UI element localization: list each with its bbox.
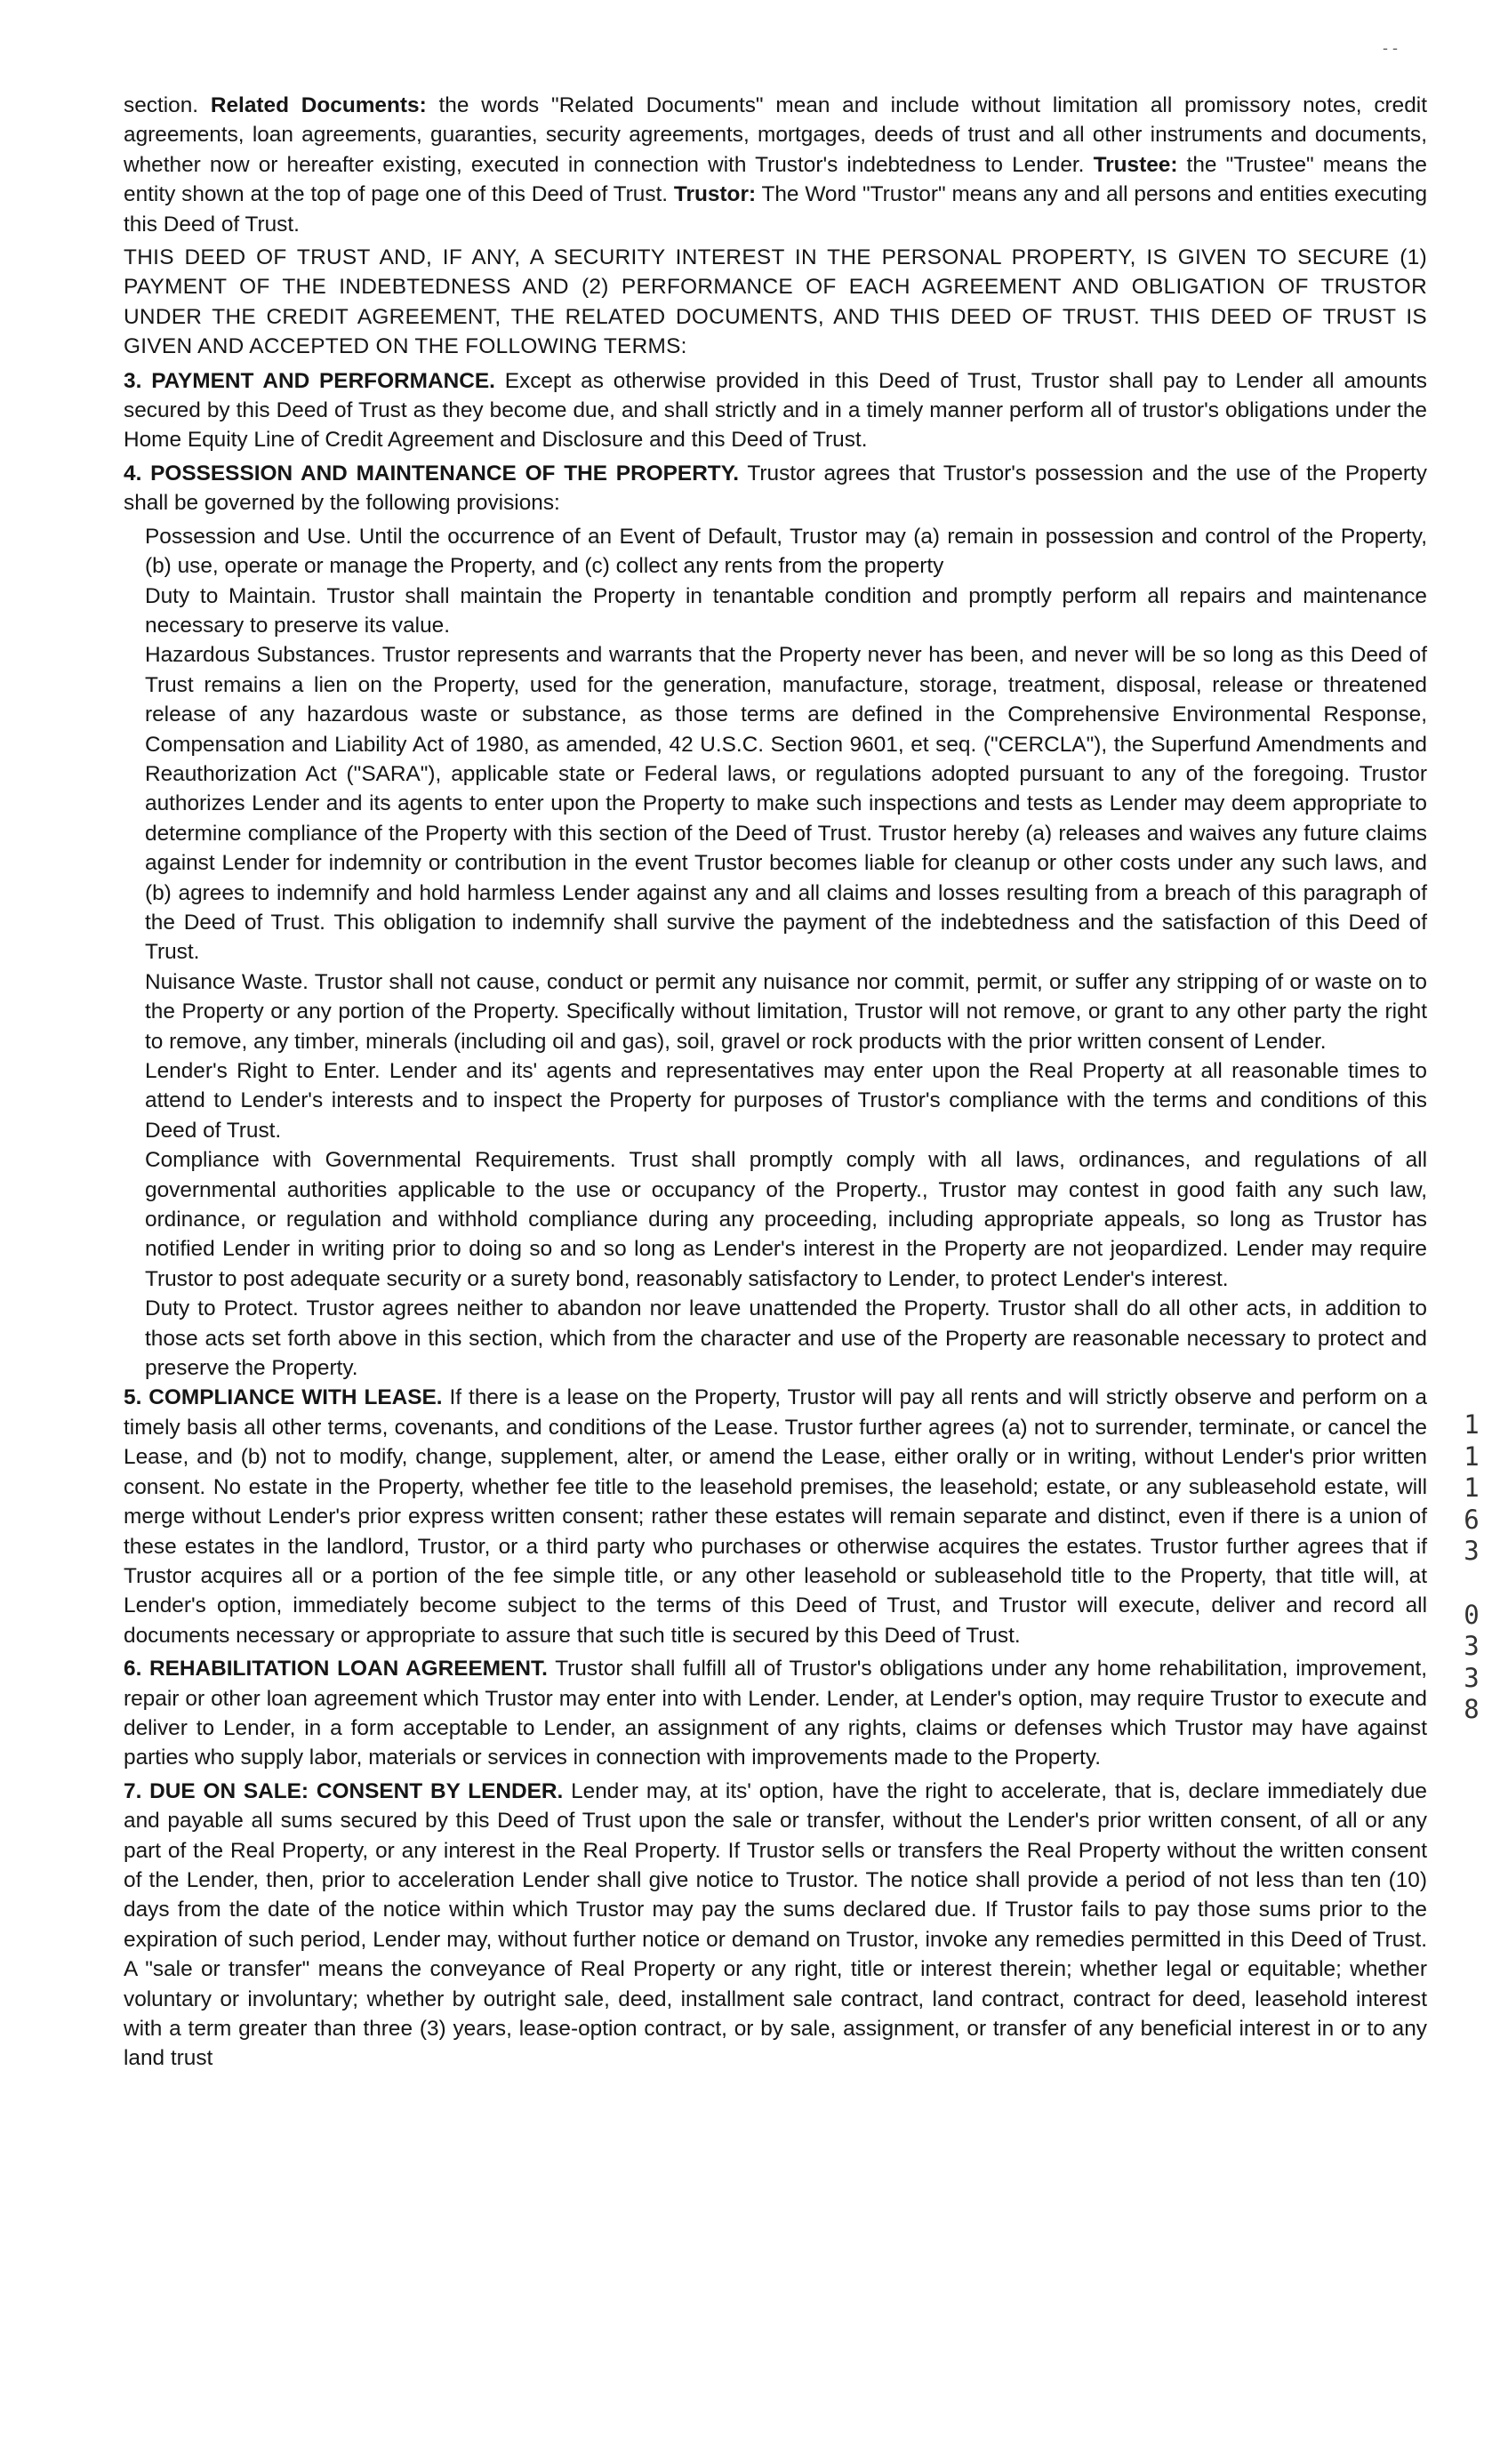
corner-mark: - - <box>1383 39 1398 57</box>
margin-digit: 6 <box>1464 1504 1480 1535</box>
margin-digit: 3 <box>1464 1536 1480 1566</box>
document-page <box>124 91 1427 2077</box>
preamble-paragraph: THIS DEED OF TRUST AND, IF ANY, A SECURITY INTEREST IN THE PERSONAL PROPERTY, IS GIVEN TO SECURE (1) PAYMENT OF THE INDEBTEDNESS AND (2) PERFORMANCE OF EACH AGREEMENT AND OBLIGATION OF TRUSTOR UNDER THE CREDIT AGREEMENT, THE RELATED DOCUMENTS, AND THIS DEED OF TRUST. THIS DEED OF TRUST IS GIVEN AND ACCEPTED ON THE FOLLOWING TERMS: <box>124 245 1427 359</box>
subsection-duty-to-maintain: Duty to Maintain. Trustor shall maintain the Property in tenantable condition and promptly perform all repairs and maintenance necessary to preserve its value. <box>145 583 1427 638</box>
subsection-governmental-compliance: Compliance with Governmental Requirements. Trust shall promptly comply with all laws, ordinances, and regulations of all governmental authorities applicable to the use or occupancy of the Property., Trustor may contest in good faith any such law, ordinance, or regulation and withhold compliance during any proceeding, including appropriate appeals, so long as Trustor has notified Lender in writing prior to doing so and so long as Lender's interest in the Property are not jeopardized. Lender may require Trustor to post adequate security or a surety bond, reasonably satisfactory to Lender, to protect Lender's interest. <box>145 1148 1427 1291</box>
section-5-paragraph <box>124 1383 1427 1650</box>
section-4-paragraph <box>124 459 1427 518</box>
margin-digit: 0 <box>1464 1599 1480 1630</box>
trustor-term: Trustor: <box>673 182 757 207</box>
trustee-term: Trustee: <box>1093 152 1178 177</box>
subsection-possession-and-use: Possession and Use. Until the occurrence of an Event of Default, Trustor may (a) remain in possession and control of the Property, (b) use, operate or manage the Property, and (c) collect any rents from the property <box>145 524 1427 579</box>
margin-digit: 3 <box>1464 1662 1480 1693</box>
section-6-text: Trustor shall fulfill all of Trustor's obligations under any home rehabilitation, improvement, repair or other loan agreement which Trustor may enter into with Lender. Lender, at Lender's option, may require Trustor to execute and deliver to Lender, in a form acceptable to Lender, an assignment of any rights, claims or defenses which Trustor may have against parties who supply labor, materials or services in connection with improvements made to the Property. <box>124 1657 1427 1770</box>
section-5-text: If there is a lease on the Property, Trustor will pay all rents and will strictly observe and perform on a timely basis all other terms, covenants, and conditions of the Lease. Trustor further agrees (a) not to surrender, terminate, or cancel the Lease, and (b) not to modify, change, supplement, alter, or amend the Lease, either orally or in writing, without Lender's prior written consent. No estate in the Property, whether fee title to the leasehold premises, the leasehold; estate, or any subleasehold estate, will merge without Lender's prior express written consent; rather these estates will remain separate and distinct, even if there is a union of these estates in the landlord, Trustor, or a third party who purchases or otherwise acquires the estates. Trustor further agrees that if Trustor acquires all or a portion of the fee simple title, or any other leasehold or subleasehold title to the Property, that title will, at Lender's option, immediately become subject to the terms of this Deed of Trust, and Trustor will execute, deliver and record all documents necessary or appropriate to assure that such title is secured by this Deed of Trust. <box>124 1385 1427 1648</box>
related-documents-definition: the words "Related Documents" mean and include without limitation all promissory notes, credit agreements, loan agreements, guaranties, security agreements, mortgages, deeds of trust and all other instruments and documents, whether now or hereafter existing, executed in connection with Trustor's indebtedness to Lender. <box>124 93 1427 177</box>
section-lead-text: section. <box>124 93 211 117</box>
section-3-text: Except as otherwise provided in this Deed of Trust, Trustor shall pay to Lender all amounts secured by this Deed of Trust as they become due, and shall strictly and in a timely manner perform all of trustor's obligations under the Home Equity Line of Credit Agreement and Disclosure and this Deed of Trust. <box>124 368 1427 453</box>
margin-document-number <box>1458 1409 1485 1726</box>
section-6-heading: 6. REHABILITATION LOAN AGREEMENT. <box>124 1657 548 1681</box>
subsection-nuisance-waste: Nuisance Waste. Trustor shall not cause, conduct or permit any nuisance nor commit, permit, or suffer any stripping of or waste on to the Property or any portion of the Property. Specifically without limitation, Trustor will not remove, or grant to any other party the right to remove, any timber, minerals (including oil and gas), soil, gravel or rock products with the prior written consent of Lender. <box>145 969 1427 1054</box>
subsection-duty-to-protect: Duty to Protect. Trustor agrees neither to abandon nor leave unattended the Property. Trustor shall do all other acts, in addition to those acts set forth above in this section, which from the character and use of the Property are reasonable necessary to protect and preserve the Property. <box>145 1296 1427 1381</box>
margin-digit: 1 <box>1464 1473 1480 1503</box>
section-6-paragraph <box>124 1654 1427 1773</box>
related-documents-paragraph <box>124 91 1427 239</box>
margin-digit: 1 <box>1464 1409 1480 1440</box>
margin-digit: 3 <box>1464 1631 1480 1661</box>
related-documents-term: Related Documents: <box>210 93 427 117</box>
section-3-heading: 3. PAYMENT AND PERFORMANCE. <box>124 368 495 393</box>
trustor-definition: The Word "Trustor" means any and all persons and entities executing this Deed of Trust. <box>124 182 1428 237</box>
section-7-text: Lender may, at its' option, have the right to accelerate, that is, declare immediately due and payable all sums secured by this Deed of Trust upon the sale or transfer, without the Lender's prior written consent, of all or any part of the Real Property, or any interest in the Real Property. If Trustor sells or transfers the Real Property without the written consent of the Lender, then, prior to acceleration Lender shall give notice to Trustor. The notice shall provide a period of not less than ten (10) days from the date of the notice within which Trustor may pay the sums declared due. If Trustor fails to pay those sums prior to the expiration of such period, Lender may, without further notice or demand on Trustor, invoke any remedies permitted in this Deed of Trust. A "sale or transfer" means the conveyance of Real Property or any right, title or interest therein; whether legal or equitable; whether voluntary or involuntary; whether by outright sale, deed, installment sale contract, land contract, contract for deed, leasehold interest with a term greater than three (3) years, lease-option contract, or by sale, assignment, or transfer of any beneficial interest in or to any land trust <box>124 1778 1427 2071</box>
margin-digit: 8 <box>1464 1694 1480 1724</box>
section-3-paragraph <box>124 366 1427 455</box>
subsection-hazardous-substances: Hazardous Substances. Trustor represents and warrants that the Property never has been, and never will be so long as this Deed of Trust remains a lien on the Property, used for the generation, manufacture, storage, treatment, disposal, release or threatened release of any hazardous waste or substance, as those terms are defined in the Comprehensive Environmental Response, Compensation and Liability Act of 1980, as amended, 42 U.S.C. Section 9601, et seq. ("CERCLA"), the Superfund Amendments and Reauthorization Act ("SARA"), applicable state or Federal laws, or regulations adopted pursuant to any of the foregoing. Trustor authorizes Lender and its agents to enter upon the Property to make such inspections and tests as Lender may deem appropriate to determine compliance of the Property with this section of the Deed of Trust. Trustor hereby (a) releases and waives any future claims against Lender for indemnity or contribution in the event Trustor becomes liable for cleanup or other costs under any such laws, and (b) agrees to indemnify and hold harmless Lender against any and all claims and losses resulting from a breach of this paragraph of the Deed of Trust. This obligation to indemnify shall survive the payment of the indebtedness and the satisfaction of this Deed of Trust. <box>145 643 1427 965</box>
section-4-heading: 4. POSSESSION AND MAINTENANCE OF THE PROPERTY. <box>124 461 740 486</box>
subsection-lenders-right-to-enter: Lender's Right to Enter. Lender and its' agents and representatives may enter upon the Real Property at all reasonable times to attend to Lender's interests and to inspect the Property for purposes of Trustor's compliance with the terms and conditions of this Deed of Trust. <box>145 1059 1427 1143</box>
section-5-heading: 5. COMPLIANCE WITH LEASE. <box>124 1385 443 1410</box>
section-7-paragraph <box>124 1777 1427 2074</box>
section-7-heading: 7. DUE ON SALE: CONSENT BY LENDER. <box>124 1778 564 1803</box>
trustee-definition: the "Trustee" means the entity shown at the top of page one of this Deed of Trust. <box>124 152 1427 207</box>
margin-digit: 1 <box>1464 1441 1480 1472</box>
section-4-text: Trustor agrees that Trustor's possession and the use of the Property shall be governed by the following provisions: <box>124 461 1427 516</box>
